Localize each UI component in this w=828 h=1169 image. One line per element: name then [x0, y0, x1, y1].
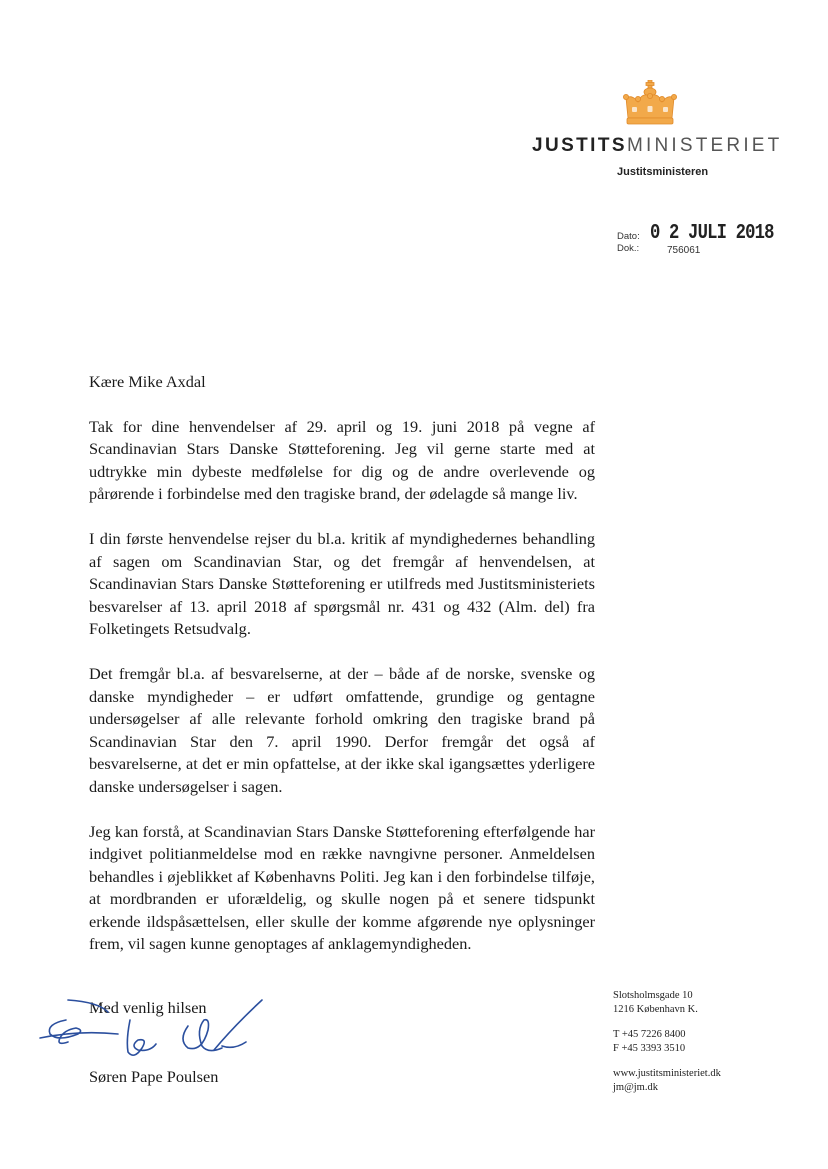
address-line-2: 1216 København K.: [613, 1003, 698, 1015]
paragraph-3: Det fremgår bl.a. af besvarelserne, at der – både af de norske, svenske og danske myndigheder – er udført omfattende, grundige og gentagne undersøgelser af alle relevante forhold omkring den tragiske brand på Scandinavian Star den 7. april 1990. Derfor fremgår det også af besvarelserne, at det er min opfattelse, at der ikke skal igangsættes yderligere danske undersøgelser i sagen.: [89, 664, 595, 796]
fax-number: F +45 3393 3510: [613, 1042, 686, 1054]
ministry-wordmark: [532, 135, 782, 157]
letter-body: [89, 371, 595, 978]
closing: Med venlig hilsen: [89, 998, 207, 1017]
signer-name: Søren Pape Poulsen: [89, 1067, 219, 1086]
website-link[interactable]: www.justitsministeriet.dk: [613, 1068, 721, 1079]
date-label: Dato:: [617, 231, 640, 242]
salutation: Kære Mike Axdal: [89, 372, 206, 391]
minister-title: Justitsministeren: [617, 166, 709, 178]
address-line-1: Slotsholmsgade 10: [613, 990, 693, 1001]
ministry-name-bold: JUSTITS: [532, 135, 627, 156]
paragraph-4: Jeg kan forstå, at Scandinavian Stars Danske Støtteforening efterfølgende har indgivet politianmeldelse mod en række navngivne personer. Anmeldelsen behandles i øjeblikket af Københavns Politi. Jeg kan i den forbindelse tilføje, at mordbranden er uforældelig, og skulle nogen på et senere tidspunkt erkende ildspåsættelsen, eller skulle der komme afgørende nye oplysninger frem, vil sagen kunne genoptages af anklagemyndigheden.: [89, 821, 595, 953]
signature-image: [38, 990, 273, 1070]
dok-label: Dok.:: [617, 243, 640, 254]
date-stamp: 0 2 JULI 2018: [650, 222, 774, 245]
date-block: [617, 222, 817, 262]
paragraph-1: Tak for dine henvendelser af 29. april og 19. juni 2018 på vegne af Scandinavian Stars Danske Støtteforening. Jeg vil gerne starte med at udtrykke min dybeste medfølelse for dig og de andre overlevende og pårørende i forbindelse med den tragiske brand, der ødelagde så mange liv.: [89, 416, 595, 503]
dok-number: 756061: [667, 245, 701, 256]
paragraph-2: I din første henvendelse rejser du bl.a. kritik af myndighedernes behandling af sagen om Scandinavian Star, og det fremgår af henvendelsen, at Scandinavian Stars Danske Støtteforening er utilfreds med Justitsministeriets besvarelser af 13. april 2018 af spørgsmål nr. 431 og 432 (Alm. del) fra Folketingets Retsudvalg.: [89, 529, 595, 638]
email-link[interactable]: jm@jm.dk: [613, 1081, 658, 1093]
phone-number: T +45 7226 8400: [613, 1029, 686, 1040]
crown-icon: [622, 80, 678, 126]
ministry-name-light: MINISTERIET: [626, 135, 783, 156]
footer-contact: [613, 989, 721, 1094]
